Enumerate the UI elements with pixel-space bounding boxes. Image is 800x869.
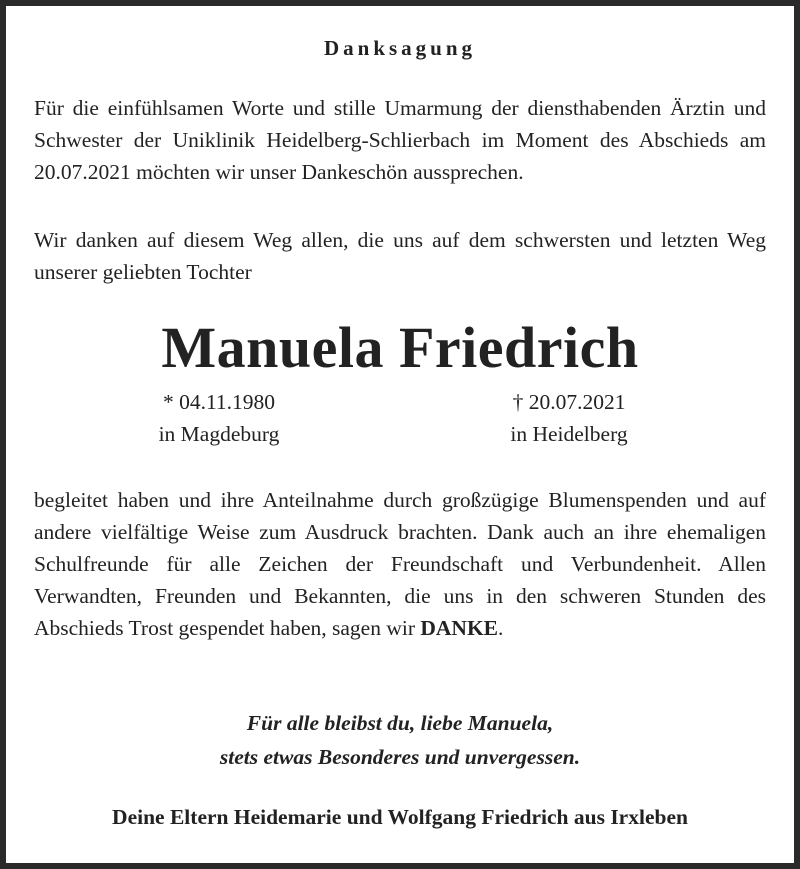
obituary-card [6,6,794,863]
signature: Deine Eltern Heidemarie und Wolfgang Friedrich aus Irxleben [112,805,688,829]
quote-line-1: Für alle bleibst du, liebe Manuela, [246,711,554,735]
deceased-name: Manuela Friedrich [161,315,639,380]
birth-date: * 04.11.1980 [162,390,276,414]
death-info [454,386,684,450]
body-text: begleitet haben und ihre Anteilnahme durch großzügige Blumenspenden und auf andere vielfältige Weise zum Ausdruck brachten. Dank auch an ihre ehemaligen Schulfreunde für alle Zeichen der Freundschaft und Verbundenheit. Allen Verwandten, Freunden und Bekannten, die uns in den schweren Stunden des Abschieds Trost gespendet haben, sagen wir [34,488,766,640]
intro-paragraph-2: Wir danken auf diesem Weg allen, die uns auf dem schwersten und letzten Weg unserer geliebten Tochter [34,228,766,284]
birth-info [104,386,334,450]
death-date: † 20.07.2021 [512,390,626,414]
memorial-quote [6,706,794,774]
body-paragraph [34,484,766,644]
death-place: in Heidelberg [510,422,628,446]
birth-place: in Magdeburg [158,422,280,446]
heading: Danksagung [323,36,477,60]
body-end: . [498,616,504,640]
danke-emphasis: DANKE [420,616,499,640]
quote-line-2: stets etwas Besonderes und unvergessen. [219,745,581,769]
intro-paragraph-1: Für die einfühlsamen Worte und stille Umarmung der diensthabenden Ärztin und Schwester der Uniklinik Heidelberg-Schlierbach im Moment des Abschieds am 20.07.2021 möchten wir unser Dankeschön aussprechen. [34,96,766,184]
